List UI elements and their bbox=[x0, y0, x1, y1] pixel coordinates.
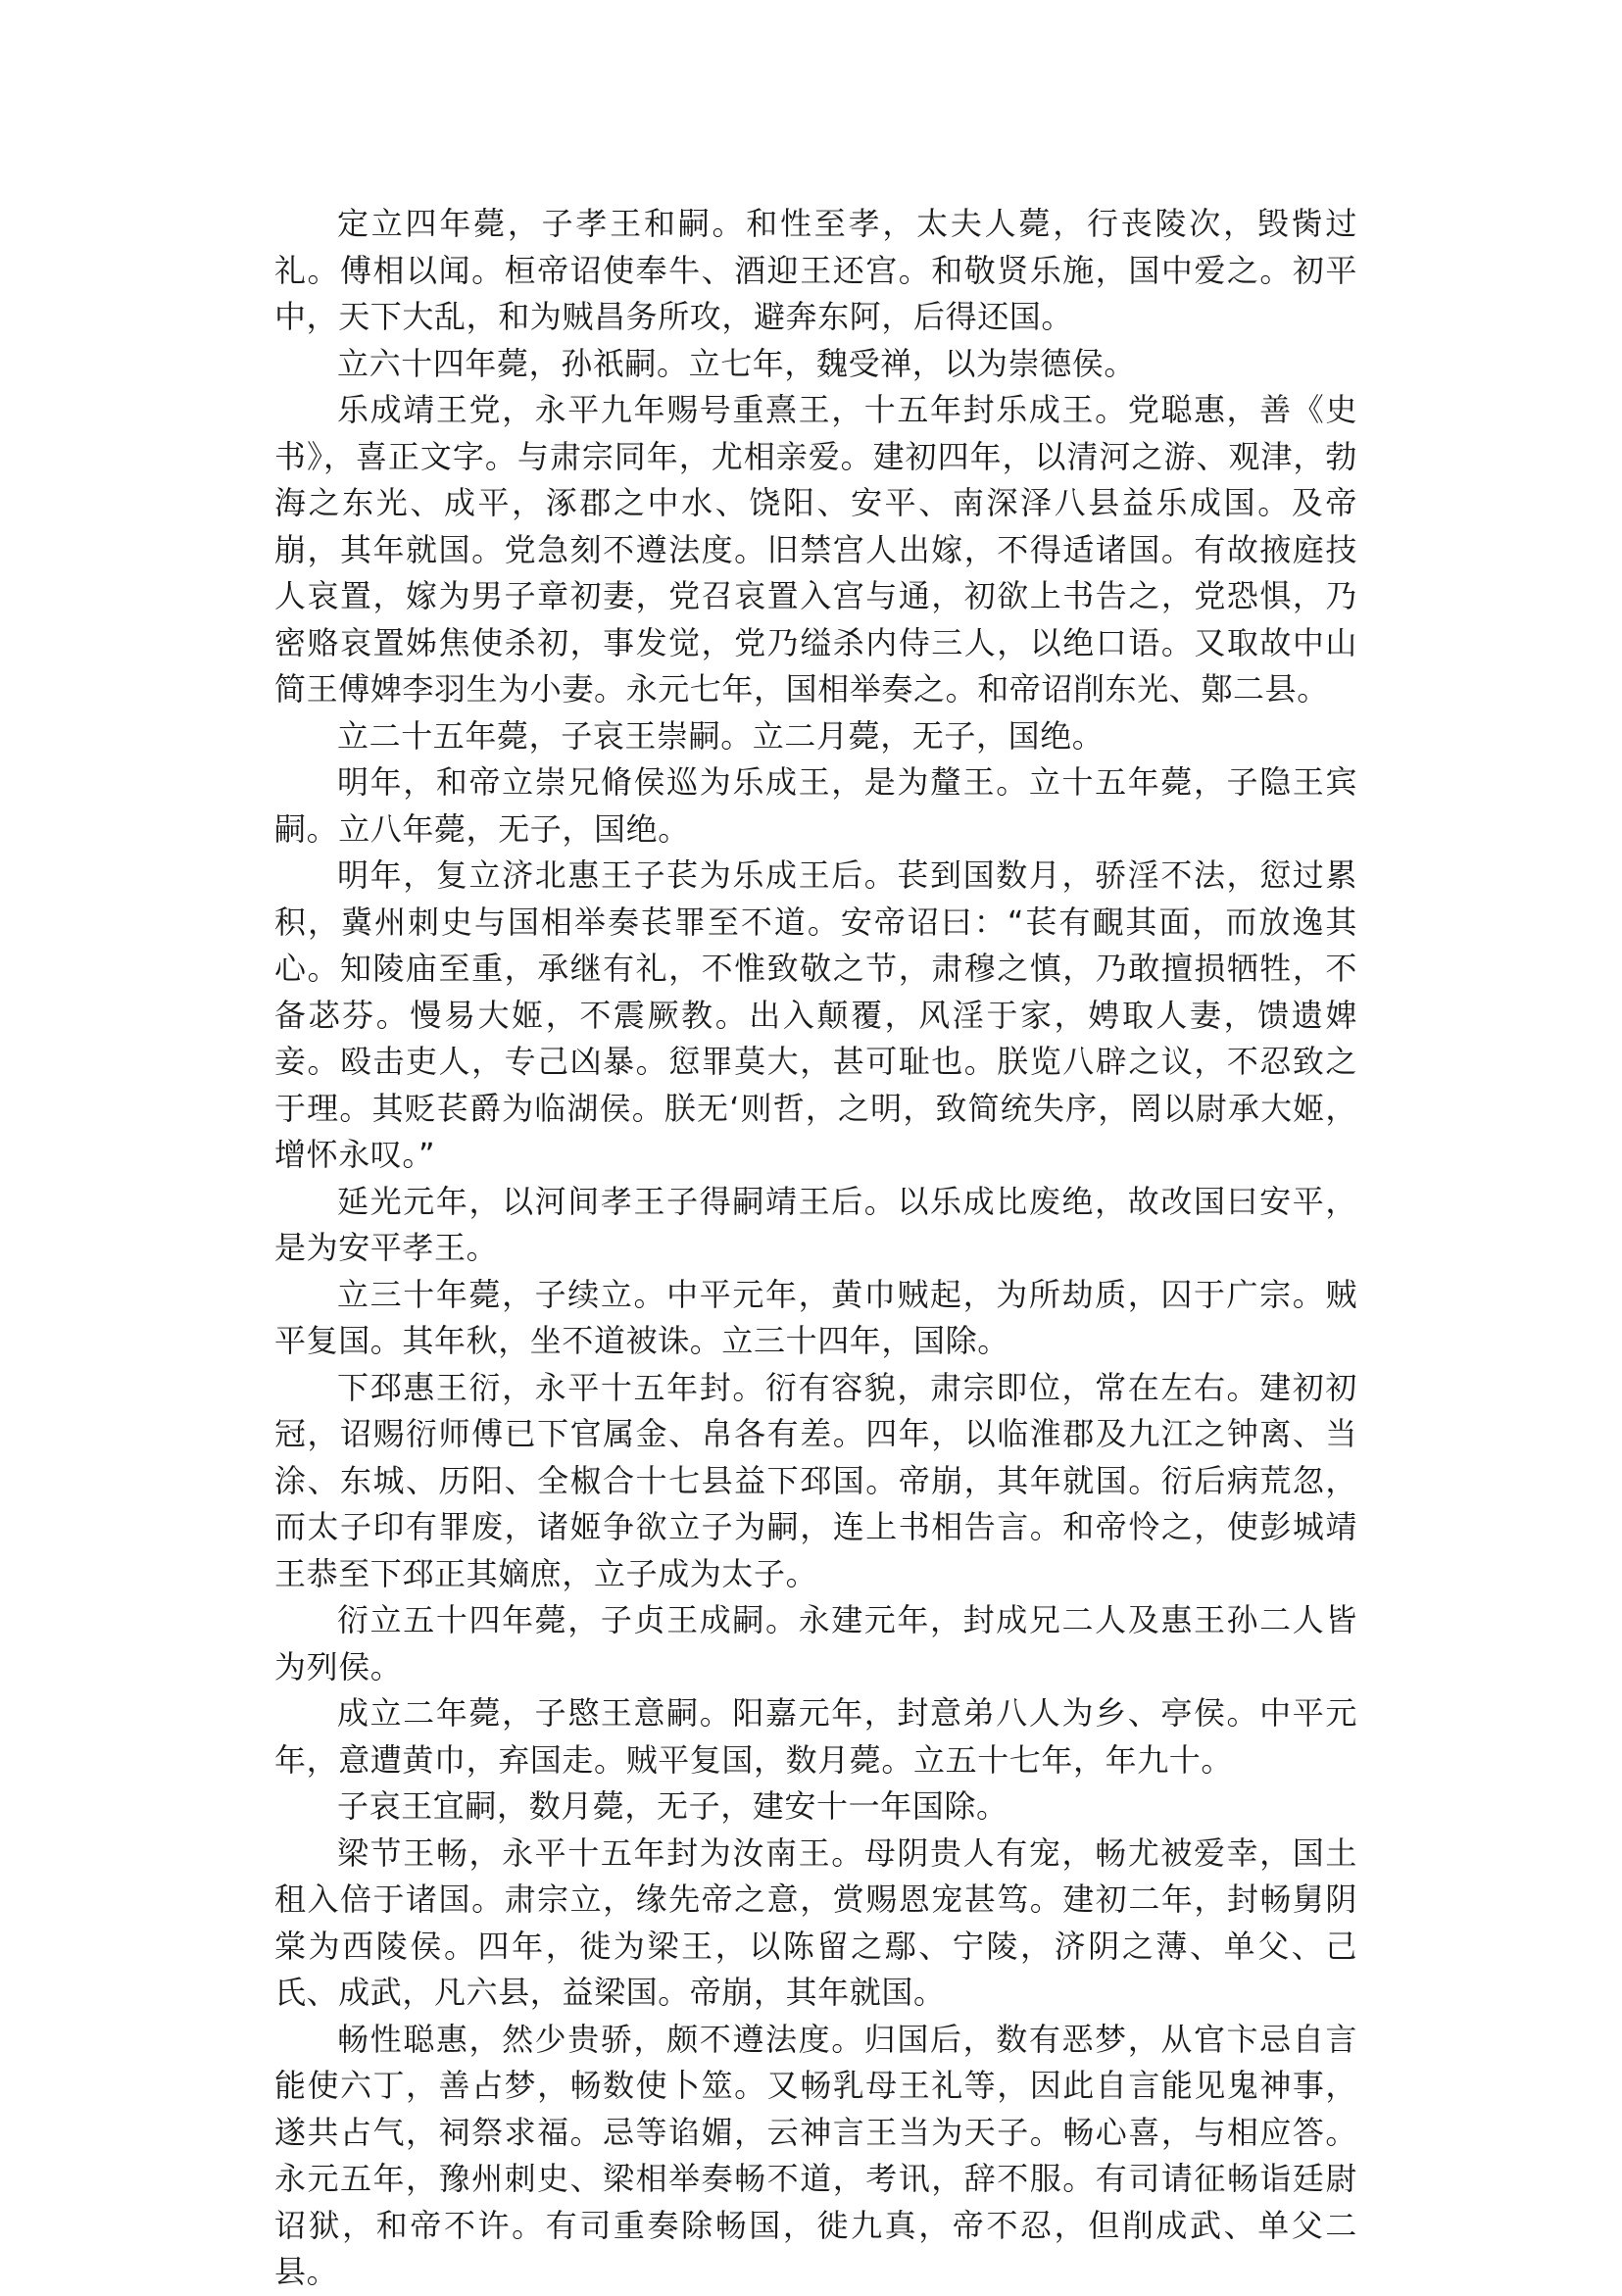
paragraph-2: 立六十四年薨，孙祇嗣。立七年，魏受禅，以为崇德侯。 bbox=[337, 344, 1137, 382]
document-body bbox=[274, 201, 1357, 2296]
paragraph-3: 乐成靖王党，永平九年赐号重熹王，十五年封乐成王。党聪惠，善《史书》，喜正文字。与肃宗同年，尤相亲爱。建初四年，以清河之游、观津，勃海之东光、成平，涿郡之中水、饶阳、安平、南深泽八县益乐成国。及帝崩，其年就国。党急刻不遵法度。旧禁宫人出嫁，不得适诸国。有故掖庭技人哀置，嫁为男子章初妻，党召哀置入宫与通，初欲上书告之，党恐惧，乃密赂哀置姊焦使杀初，事发觉，党乃缢杀内侍三人，以绝口语。又取故中山简王傅婢李羽生为小妻。永元七年，国相举奏之。和帝诏削东光、鄚二县。 bbox=[274, 391, 1357, 708]
paragraph-4: 立二十五年薨，子哀王崇嗣。立二月薨，无子，国绝。 bbox=[337, 716, 1105, 755]
paragraph-9: 下邳惠王衍，永平十五年封。衍有容貌，肃宗即位，常在左右。建初初冠，诏赐衍师傅已下官属金、帛各有差。四年，以临淮郡及九江之钟离、当涂、东城、历阳、全椒合十七县益下邳国。帝崩，其年就国。衍后病荒忽，而太子印有罪废，诸姬争欲立子为嗣，连上书相告言。和帝怜之，使彭城靖王恭至下邳正其嫡庶，立子成为太子。 bbox=[274, 1368, 1357, 1592]
paragraph-1: 定立四年薨，子孝王和嗣。和性至孝，太夫人薨，行丧陵次，毁胔过礼。傅相以闻。桓帝诏使奉牛、酒迎王还宫。和敬贤乐施，国中爱之。初平中，天下大乱，和为贼昌务所攻，避奔东阿，后得还国。 bbox=[274, 205, 1357, 335]
paragraph-14: 畅性聪惠，然少贵骄，颇不遵法度。归国后，数有恶梦，从官卞忌自言能使六丁，善占梦，畅数使卜筮。又畅乳母王礼等，因此自言能见鬼神事，遂共占气，祠祭求福。忌等谄媚，云神言王当为天子。畅心喜，与相应答。永元五年，豫州刺史、梁相举奏畅不道，考讯，辞不服。有司请征畅诣廷尉诏狱，和帝不许。有司重奏除畅国，徙九真，帝不忍，但削成武、单父二县。 bbox=[274, 2020, 1357, 2290]
paragraph-11: 成立二年薨，子愍王意嗣。阳嘉元年，封意弟八人为乡、亭侯。中平元年，意遭黄巾，弃国走。贼平复国，数月薨。立五十七年，年九十。 bbox=[274, 1694, 1357, 1779]
paragraph-7: 延光元年，以河间孝王子得嗣靖王后。以乐成比废绝，故改国曰安平，是为安平孝王。 bbox=[274, 1182, 1357, 1266]
paragraph-10: 衍立五十四年薨，子贞王成嗣。永建元年，封成兄二人及惠王孙二人皆为列侯。 bbox=[274, 1601, 1357, 1685]
paragraph-13: 梁节王畅，永平十五年封为汝南王。母阴贵人有宠，畅尤被爱幸，国土租入倍于诸国。肃宗立，缘先帝之意，赏赐恩宠甚笃。建初二年，封畅舅阴棠为西陵侯。四年，徙为梁王，以陈留之鄢、宁陵，济阴之薄、单父、己氏、成武，凡六县，益梁国。帝崩，其年就国。 bbox=[274, 1833, 1357, 2011]
paragraph-8: 立三十年薨，子续立。中平元年，黄巾贼起，为所劫质，囚于广宗。贼平复国。其年秋，坐不道被诛。立三十四年，国除。 bbox=[274, 1275, 1357, 1359]
paragraph-6: 明年，复立济北惠王子苌为乐成王后。苌到国数月，骄淫不法，愆过累积，冀州刺史与国相举奏苌罪至不道。安帝诏曰：“苌有靦其面，而放逸其心。知陵庙至重，承继有礼，不惟致敬之节，肃穆之慎，乃敢擅损牺牲，不备苾芬。慢易大姬，不震厥教。出入颠覆，风淫于家，娉取人妻，馈遗婢妾。殴击吏人，专己凶暴。愆罪莫大，甚可耻也。朕览八辟之议，不忍致之于理。其贬苌爵为临湖侯。朕无‘则哲，之明，致简统失序，罔以尉承大姬，增怀永叹。” bbox=[274, 856, 1357, 1173]
paragraph-5: 明年，和帝立崇兄脩侯巡为乐成王，是为釐王。立十五年薨，子隐王宾嗣。立八年薨，无子，国绝。 bbox=[274, 763, 1357, 848]
paragraph-12: 子哀王宜嗣，数月薨，无子，建安十一年国除。 bbox=[337, 1787, 1008, 1825]
